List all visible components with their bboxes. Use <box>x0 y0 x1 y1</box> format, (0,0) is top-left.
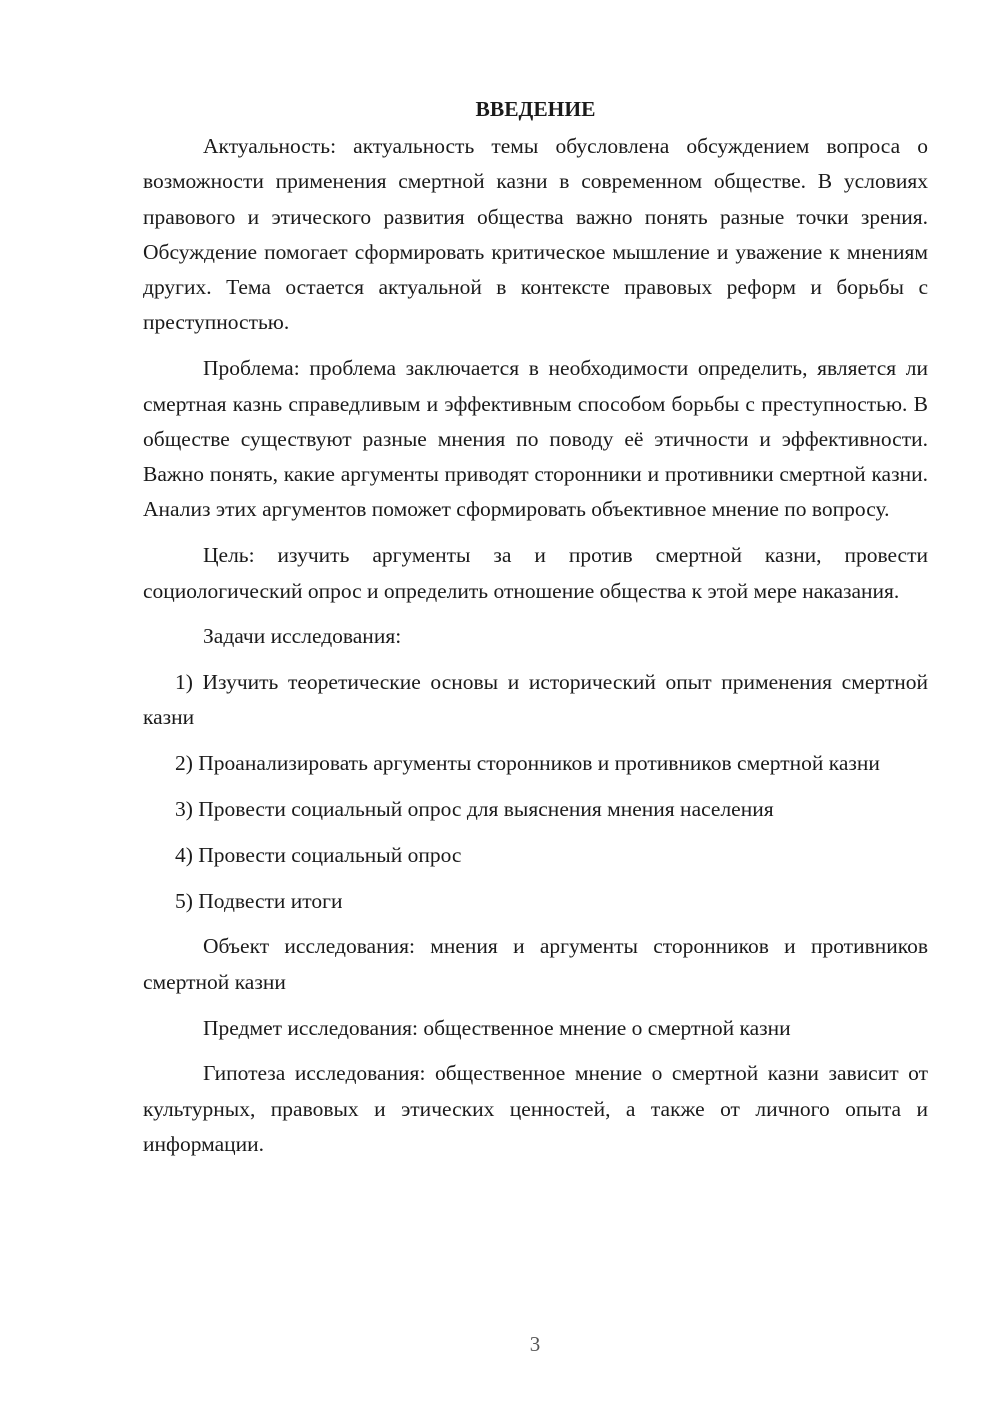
task-item: 2) Проанализировать аргументы сторонников и противников смертной казни <box>175 751 880 776</box>
hypothesis-paragraph: Гипотеза исследования: общественное мнение о смертной казни зависит от культурных, правовых и этических ценностей, а также от личного опыта и информации. <box>143 1061 928 1156</box>
tasks-title: Задачи исследования: <box>203 624 402 649</box>
task-item: 5) Подвести итоги <box>175 888 343 913</box>
problem-paragraph: Проблема: проблема заключается в необходимости определить, является ли смертная казнь справедливым и эффективным способом борьбы с преступностью. В обществе существуют разные мнения по поводу её этичности и эффективности. Важно понять, какие аргументы приводят сторонники и противники смертной казни. Анализ этих аргументов поможет сформировать объективное мнение по вопросу. <box>143 356 928 522</box>
subject-paragraph: Предмет исследования: общественное мнение о смертной казни <box>203 1015 791 1040</box>
page-number: 3 <box>529 1332 541 1356</box>
task-item: 1) Изучить теоретические основы и исторический опыт применения смертной казни <box>143 670 928 730</box>
task-item: 4) Провести социальный опрос <box>175 842 462 867</box>
relevance-paragraph: Актуальность: актуальность темы обусловлена обсуждением вопроса о возможности применения смертной казни в современном обществе. В условиях правового и этического развития общества важно понять разные точки зрения. Обсуждение помогает сформировать критическое мышление и уважение к мнениям других. Тема остается актуальной в контексте правовых реформ и борьбы с преступностью. <box>143 134 928 335</box>
document-page <box>143 92 928 1173</box>
goal-paragraph: Цель: изучить аргументы за и против смертной казни, провести социологический опрос и определить отношение общества к этой мере наказания. <box>143 543 928 603</box>
task-item: 3) Провести социальный опрос для выяснения мнения населения <box>175 797 774 822</box>
section-heading: ВВЕДЕНИЕ <box>475 97 596 121</box>
object-paragraph: Объект исследования: мнения и аргументы сторонников и противников смертной казни <box>143 934 928 994</box>
